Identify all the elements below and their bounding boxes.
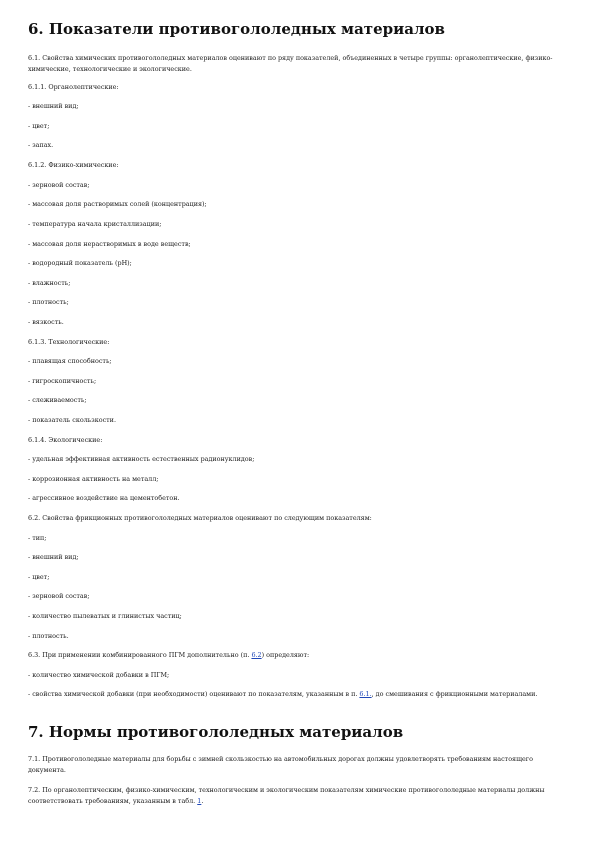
list-item: - запах. bbox=[28, 141, 54, 149]
list-item: - цвет; bbox=[28, 122, 50, 130]
list-item: - количество химической добавки в ПГМ; bbox=[28, 671, 170, 679]
list-item: - гигроскопичность; bbox=[28, 377, 97, 385]
list-item: - массовая доля нерастворимых в воде веществ; bbox=[28, 240, 191, 248]
paragraph-7-1: 7.1. Противогололедные материалы для борьбы с зимней скользкостью на автомобильных дорогах должны удовлетворять требованиям настоящего документа. bbox=[28, 755, 534, 774]
paragraph-6-3 bbox=[28, 650, 568, 661]
paragraph-6-3-text-end: ) определяют: bbox=[261, 651, 310, 659]
list-item: - коррозионная активность на металл; bbox=[28, 475, 159, 483]
list-item: - плотность; bbox=[28, 298, 69, 306]
list-item: - внешний вид; bbox=[28, 102, 79, 110]
list-item bbox=[28, 689, 568, 700]
list-item: - количество пылеватых и глинистых частиц; bbox=[28, 612, 182, 620]
list-item: - внешний вид; bbox=[28, 553, 79, 561]
list-item: - плотность. bbox=[28, 632, 69, 640]
list-item: - водородный показатель (pH); bbox=[28, 259, 132, 267]
paragraph-6-1-2: 6.1.2. Физико-химические: bbox=[28, 161, 119, 169]
list-item: - температура начала кристаллизации; bbox=[28, 220, 162, 228]
paragraph-7-2 bbox=[28, 785, 568, 807]
list-item: - показатель скользкости. bbox=[28, 416, 116, 424]
ref-link-table-1[interactable]: 1 bbox=[197, 797, 202, 805]
paragraph-6-3-text: 6.3. При применении комбинированного ПГМ дополнительно (п. bbox=[28, 651, 252, 659]
list-item: - массовая доля растворимых солей (концентрация); bbox=[28, 200, 207, 208]
list-item-text-end: , до смешивания с фрикционными материалами. bbox=[371, 690, 538, 698]
paragraph-6-1-1: 6.1.1. Органолептические: bbox=[28, 83, 119, 91]
list-item: - влажность; bbox=[28, 279, 71, 287]
section-6-heading: 6. Показатели противогололедных материалов bbox=[28, 20, 445, 38]
paragraph-6-1-3: 6.1.3. Технологические: bbox=[28, 338, 110, 346]
list-item-text: - свойства химической добавки (при необходимости) оценивают по показателям, указанным в п. bbox=[28, 690, 360, 698]
list-item: - плавящая способность; bbox=[28, 357, 112, 365]
paragraph-7-2-text: 7.2. По органолептическим, физико-химическим, технологическим и экологическим показателям химические противогололедные материалы должны соответствовать требованиям, указанным в табл. bbox=[28, 786, 545, 805]
list-item: - цвет; bbox=[28, 573, 50, 581]
list-item: - агрессивное воздействие на цементобетон. bbox=[28, 494, 180, 502]
paragraph-7-2-text-end: . bbox=[201, 797, 204, 805]
list-item: - зерновой состав; bbox=[28, 592, 90, 600]
section-7-heading: 7. Нормы противогололедных материалов bbox=[28, 723, 404, 741]
ref-link-6-2[interactable]: 6.2 bbox=[251, 651, 262, 659]
list-item: - тип; bbox=[28, 534, 47, 542]
ref-link-6-1[interactable]: 6.1. bbox=[359, 690, 372, 698]
list-item: - слеживаемость; bbox=[28, 396, 87, 404]
list-item: - удельная эффективная активность естественных радионуклидов; bbox=[28, 455, 255, 463]
paragraph-6-1: 6.1. Свойства химических противогололедных материалов оценивают по ряду показателей, объединенных в четыре группы: органолептические, физико-химические, технологические и экологические. bbox=[28, 54, 553, 73]
list-item: - вязкость. bbox=[28, 318, 64, 326]
list-item: - зерновой состав; bbox=[28, 181, 90, 189]
paragraph-6-2: 6.2. Свойства фрикционных противогололедных материалов оценивают по следующим показателям: bbox=[28, 514, 372, 522]
paragraph-6-1-4: 6.1.4. Экологические: bbox=[28, 436, 103, 444]
